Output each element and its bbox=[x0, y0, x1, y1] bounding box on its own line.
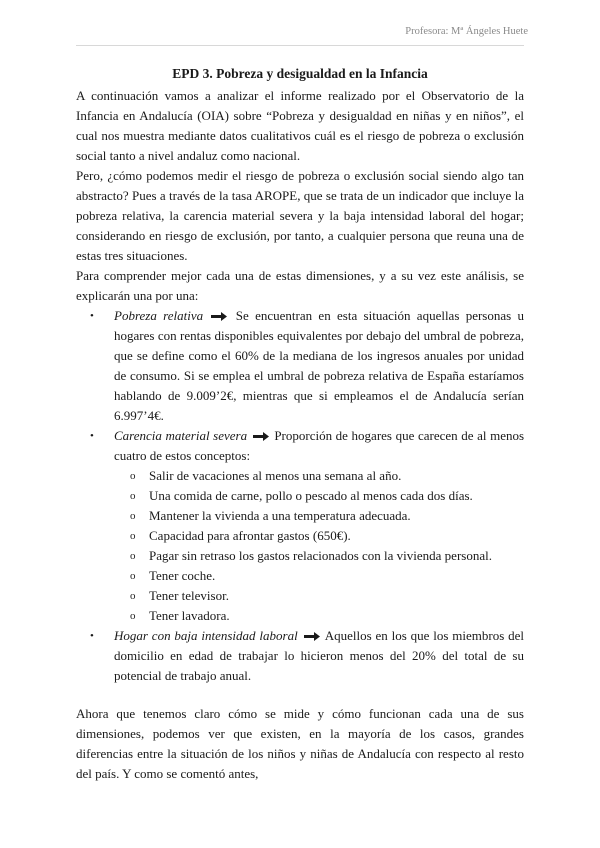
header-divider bbox=[76, 45, 524, 46]
list-item: o Tener televisor. bbox=[114, 586, 524, 606]
bullet-icon: • bbox=[90, 430, 94, 442]
circle-bullet-icon: o bbox=[130, 530, 136, 542]
list-item-pobreza-relativa bbox=[76, 306, 524, 426]
document-title: EPD 3. Pobreza y desigualdad en la Infancia bbox=[172, 66, 428, 81]
paragraph-conclusion: Ahora que tenemos claro cómo se mide y cómo funcionan cada una de sus dimensiones, podemos ver que existen, en la mayoría de los casos, grandes diferencias entre la situación de los niños y niñas de Andalucía con respecto al resto del país. Y como se comentó antes, bbox=[76, 706, 524, 781]
circle-bullet-icon: o bbox=[130, 510, 136, 522]
document-body bbox=[76, 64, 524, 784]
right-arrow-icon bbox=[304, 632, 320, 641]
list-item: o Tener lavadora. bbox=[114, 606, 524, 626]
list-item: o Pagar sin retraso los gastos relacionados con la vivienda personal. bbox=[114, 546, 524, 566]
paragraph-arope: Pero, ¿cómo podemos medir el riesgo de pobreza o exclusión social siendo algo tan abstracto? Pues a través de la tasa AROPE, que se trata de un indicador que incluye la pobreza relativa, la carencia material severa y la baja intensidad laboral del hogar; considerando en riesgo de exclusión, por tanto, a cualquier persona que reuna una de estas tres situaciones. bbox=[76, 168, 524, 263]
list-item-carencia-material bbox=[76, 426, 524, 626]
paragraph-intro: A continuación vamos a analizar el informe realizado por el Observatorio de la Infancia en Andalucía (OIA) sobre “Pobreza y desigualdad en niñas y en niños”, el cual nos muestra mediante datos cualitativos cuál es el riesgo de pobreza o exclusión social tanto a nivel andaluz como nacional. bbox=[76, 88, 524, 163]
definition-pobreza-relativa: Se encuentran en esta situación aquellas personas u hogares con rentas disponibles equivalentes por debajo del umbral de pobreza, que se define como el 60% de la mediana de los ingresos anuales por unidad de consumo. Si se emplea el umbral de pobreza relativa de España estaríamos hablando de 9.009’2€, mientras que si empleamos el de Andalucía serían 6.997’4€. bbox=[114, 308, 525, 423]
term-pobreza-relativa: Pobreza relativa bbox=[114, 308, 204, 323]
bullet-icon: • bbox=[90, 630, 94, 642]
term-hogar-baja-intensidad: Hogar con baja intensidad laboral bbox=[114, 628, 298, 643]
circle-bullet-icon: o bbox=[130, 550, 136, 562]
paragraph-dimensions: Para comprender mejor cada una de estas dimensiones, y a su vez este análisis, se explicarán una por una: bbox=[76, 268, 524, 303]
right-arrow-icon bbox=[211, 312, 227, 321]
circle-bullet-icon: o bbox=[130, 490, 136, 502]
list-item-hogar-baja-intensidad bbox=[76, 626, 524, 686]
list-item: o Tener coche. bbox=[114, 566, 524, 586]
circle-bullet-icon: o bbox=[130, 570, 136, 582]
paragraph-spacer bbox=[76, 686, 524, 704]
dimensions-list bbox=[76, 306, 524, 686]
list-item: o Mantener la vivienda a una temperatura adecuada. bbox=[114, 506, 524, 526]
right-arrow-icon bbox=[253, 432, 269, 441]
definition-carencia-material: Proporción de hogares que carecen de al menos cuatro de estos conceptos: bbox=[114, 428, 525, 463]
list-item: o Salir de vacaciones al menos una semana al año. bbox=[114, 466, 524, 486]
list-item: o Una comida de carne, pollo o pescado al menos cada dos días. bbox=[114, 486, 524, 506]
term-carencia-material: Carencia material severa bbox=[114, 428, 248, 443]
definition-hogar-baja-intensidad: Aquellos en los que los miembros del domicilio en edad de trabajar lo hicieron menos del 20% del total de su potencial de trabajo anual. bbox=[114, 628, 524, 683]
concepts-list bbox=[114, 466, 524, 626]
circle-bullet-icon: o bbox=[130, 610, 136, 622]
circle-bullet-icon: o bbox=[130, 470, 136, 482]
bullet-icon: • bbox=[90, 310, 94, 322]
page-header-author: Profesora: Mª Ángeles Huete bbox=[405, 26, 528, 37]
list-item: o Capacidad para afrontar gastos (650€). bbox=[114, 526, 524, 546]
circle-bullet-icon: o bbox=[130, 590, 136, 602]
